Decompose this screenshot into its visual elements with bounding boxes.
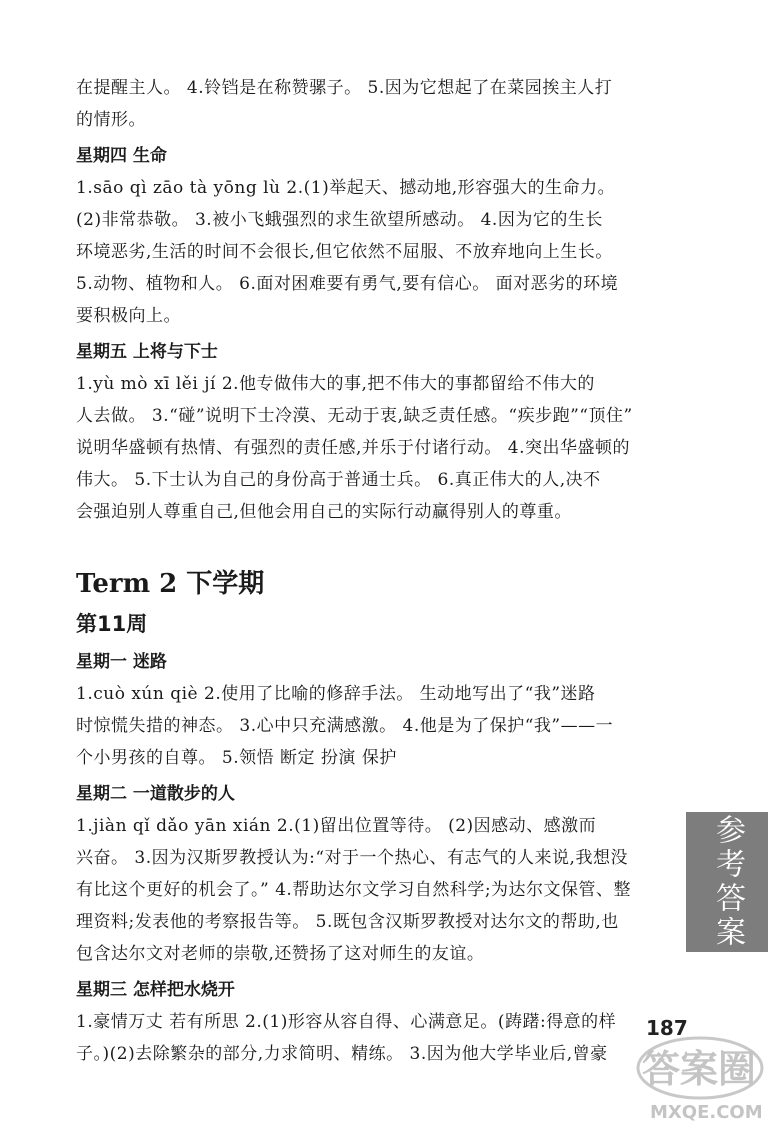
text-line: 5.动物、植物和人。 6.面对困难要有勇气,要有信心。 面对恶劣的环境 xyxy=(76,274,619,294)
week-title: 第11周 xyxy=(76,612,148,636)
answer-key-tab xyxy=(686,812,768,952)
text-line: 1.yù mò xī lěi jí 2.他专做伟大的事,把不伟大的事都留给不伟大的 xyxy=(76,374,595,394)
text-line: 子。)(2)去除繁杂的部分,力求简明、精练。 3.因为他大学毕业后,曾豪 xyxy=(76,1044,608,1064)
text-line: (2)非常恭敬。 3.被小飞蛾强烈的求生欲望所感动。 4.因为它的生长 xyxy=(76,210,603,230)
text-line: 理资料;发表他的考察报告等。 5.既包含汉斯罗教授对达尔文的帮助,也 xyxy=(76,912,619,932)
answer-key-tab-label: 参考答案 xyxy=(710,814,745,950)
section-monday xyxy=(76,646,676,774)
section-title: 星期五 上将与下士 xyxy=(76,342,218,362)
text-line: 人去做。 3.“碰”说明下士冷漠、无动于衷,缺乏责任感。“疾步跑”“顶住” xyxy=(76,406,633,426)
text-line: 1.jiàn qǐ dǎo yān xián 2.(1)留出位置等待。 (2)因感动、感激而 xyxy=(76,816,597,836)
text-line: 有比这个更好的机会了。” 4.帮助达尔文学习自然科学;为达尔文保管、整 xyxy=(76,880,632,900)
page-number: 187 xyxy=(646,1016,688,1040)
text-line: 兴奋。 3.因为汉斯罗教授认为:“对于一个热心、有志气的人来说,我想没 xyxy=(76,848,628,868)
text-line: 时惊慌失措的神态。 3.心中只充满感激。 4.他是为了保护“我”——一 xyxy=(76,716,614,736)
text-line: 的情形。 xyxy=(76,110,146,130)
section-title: 星期一 迷路 xyxy=(76,652,167,672)
text-line: 伟大。 5.下士认为自己的身份高于普通士兵。 6.真正伟大的人,决不 xyxy=(76,470,601,490)
section-friday xyxy=(76,336,676,528)
section-title: 星期四 生命 xyxy=(76,146,167,166)
text-line: 1.cuò xún qiè 2.使用了比喻的修辞手法。 生动地写出了“我”迷路 xyxy=(76,684,596,704)
term-title: Term 2 下学期 xyxy=(76,569,265,599)
text-line: 1.sāo qì zāo tà yōng lù 2.(1)举起天、撼动地,形容强大的生命力。 xyxy=(76,178,616,198)
text-line: 个小男孩的自尊。 5.领悟 断定 扮演 保护 xyxy=(76,748,397,768)
svg-text:MXQE.COM: MXQE.COM xyxy=(650,1102,763,1123)
section-title: 星期三 怎样把水烧开 xyxy=(76,980,235,1000)
section-tuesday xyxy=(76,778,676,970)
text-line: 环境恶劣,生活的时间不会很长,但它依然不屈服、不放弃地向上生长。 xyxy=(76,242,613,262)
text-line: 说明华盛顿有热情、有强烈的责任感,并乐于付诸行动。 4.突出华盛顿的 xyxy=(76,438,631,458)
text-line: 在提醒主人。 4.铃铛是在称赞骡子。 5.因为它想起了在菜园挨主人打 xyxy=(76,78,613,98)
text-line: 1.豪情万丈 若有所思 2.(1)形容从容自得、心满意足。(踌躇:得意的样 xyxy=(76,1012,617,1032)
section-wednesday xyxy=(76,974,676,1070)
watermark-logo-icon xyxy=(620,1028,768,1125)
section-title: 星期二 一道散步的人 xyxy=(76,784,235,804)
text-line: 包含达尔文对老师的崇敬,还赞扬了这对师生的友谊。 xyxy=(76,944,485,964)
section-thursday xyxy=(76,140,676,332)
top-lines xyxy=(76,72,676,136)
svg-text:答案圈: 答案圈 xyxy=(642,1047,757,1091)
page-content xyxy=(76,72,676,1070)
text-line: 要积极向上。 xyxy=(76,306,181,326)
text-line: 会强迫别人尊重自己,但他会用自己的实际行动赢得别人的尊重。 xyxy=(76,502,572,522)
